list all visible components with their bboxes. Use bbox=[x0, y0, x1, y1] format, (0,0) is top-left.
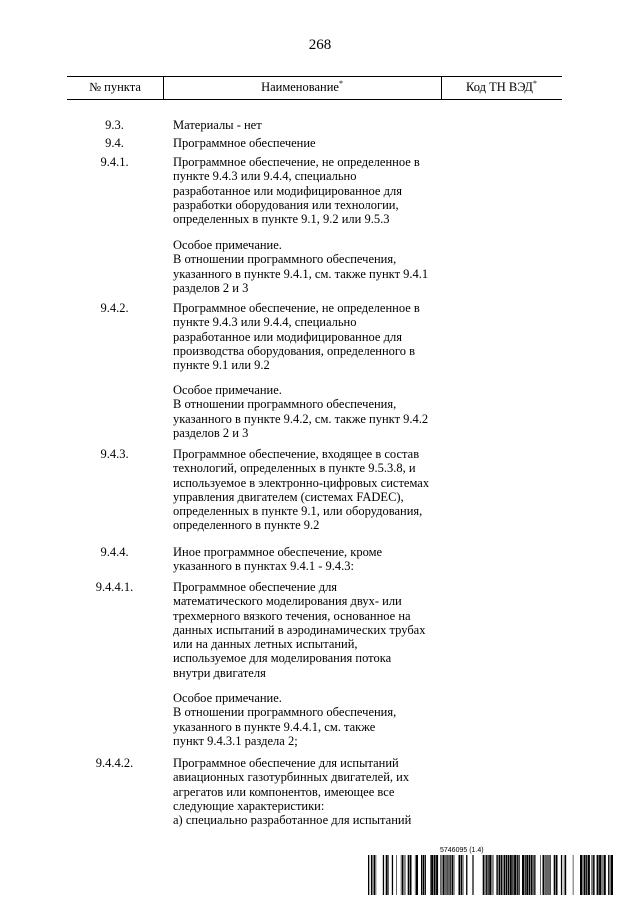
text-line: указанного в пункте 9.4.4.1, см. также bbox=[173, 719, 376, 734]
table-header bbox=[67, 76, 562, 100]
item-number: 9.4.4.1. bbox=[95, 580, 134, 594]
item-text bbox=[173, 383, 441, 440]
text-line: авиационных газотурбинных двигателей, их bbox=[173, 770, 410, 785]
text-line: используемое в электронно-цифровых системах bbox=[173, 475, 430, 490]
item-number: 9.4. bbox=[105, 136, 124, 150]
item-text bbox=[173, 545, 441, 574]
text-line: а) специально разработанное для испытаний bbox=[173, 813, 412, 828]
text-line: Особое примечание. bbox=[173, 383, 282, 397]
header-code: Код ТН ВЭД* bbox=[466, 78, 537, 94]
text-line: Особое примечание. bbox=[173, 238, 282, 252]
text-line: определенных в пункте 9.1, 9.2 или 9.5.3 bbox=[173, 212, 390, 227]
item-number: 9.4.1. bbox=[100, 155, 129, 169]
header-item-number: № пункта bbox=[89, 80, 141, 94]
item-text bbox=[173, 238, 441, 295]
text-line: управления двигателем (системах FADEC), bbox=[173, 489, 404, 504]
item-text bbox=[173, 691, 441, 748]
text-line: разработанное или модифицированное для bbox=[173, 183, 402, 198]
text-line: Программное обеспечение для испытаний bbox=[173, 756, 399, 770]
text-line: определенных в пункте 9.1, или оборудования, bbox=[173, 504, 423, 519]
item-text bbox=[173, 301, 441, 372]
header-name: Наименование* bbox=[261, 78, 343, 94]
text-line: данных испытаний в аэродинамических трубах bbox=[173, 622, 426, 637]
text-line: разделов 2 и 3 bbox=[173, 280, 249, 295]
text-line: Программное обеспечение, входящее в состав bbox=[173, 447, 420, 461]
item-number: 9.4.2. bbox=[100, 301, 129, 315]
text-line: или на данных летных испытаний, bbox=[173, 637, 358, 652]
item-text bbox=[173, 756, 441, 827]
text-line: указанного в пунктах 9.4.1 - 9.4.3: bbox=[173, 559, 354, 574]
text-line: пункте 9.1 или 9.2 bbox=[173, 358, 270, 373]
text-line: разделов 2 и 3 bbox=[173, 425, 249, 440]
item-text bbox=[173, 580, 441, 680]
page-number: 268 bbox=[308, 37, 332, 53]
item-number: 9.4.4.2. bbox=[95, 756, 134, 770]
item-number: 9.3. bbox=[105, 118, 124, 132]
item-text bbox=[173, 447, 441, 533]
text-line: технологий, определенных в пункте 9.5.3.8, и bbox=[173, 461, 416, 476]
text-line: следующие характеристики: bbox=[173, 798, 325, 813]
text-line: разработанное или модифицированное для bbox=[173, 329, 402, 344]
text-line: используемое для моделирования потока bbox=[173, 651, 392, 666]
text-line: агрегатов или компонентов, имеющее все bbox=[173, 784, 395, 799]
text-line: пункт 9.4.3.1 раздела 2; bbox=[173, 733, 298, 748]
item-number: 9.4.4. bbox=[100, 545, 129, 559]
text-line: Программное обеспечение bbox=[173, 136, 316, 150]
item-text bbox=[173, 118, 441, 132]
text-line: Программное обеспечение для bbox=[173, 580, 338, 594]
text-line: В отношении программного обеспечения, bbox=[173, 252, 397, 267]
text-line: В отношении программного обеспечения, bbox=[173, 705, 397, 720]
item-text bbox=[173, 136, 441, 150]
text-line: математического моделирования двух- или bbox=[173, 594, 402, 609]
text-line: В отношении программного обеспечения, bbox=[173, 397, 397, 412]
text-line: определенного в пункте 9.2 bbox=[173, 518, 320, 533]
text-line: указанного в пункте 9.4.2, см. также пункт 9.4.2 bbox=[173, 411, 429, 426]
text-line: производства оборудования, определенного в bbox=[173, 343, 415, 358]
barcode bbox=[368, 855, 613, 895]
text-line: Программное обеспечение, не определенное в bbox=[173, 301, 420, 315]
document-code: 5746095 (1.4) bbox=[440, 847, 484, 854]
text-line: пункте 9.4.3 или 9.4.4, специально bbox=[173, 315, 357, 330]
text-line: разработки оборудования или технологии, bbox=[173, 197, 399, 212]
text-line: Материалы - нет bbox=[173, 118, 262, 132]
item-text bbox=[173, 155, 441, 226]
text-line: пункте 9.4.3 или 9.4.4, специально bbox=[173, 169, 357, 184]
text-line: трехмерного вязкого течения, основанное на bbox=[173, 608, 411, 623]
text-line: Особое примечание. bbox=[173, 691, 282, 705]
text-line: указанного в пункте 9.4.1, см. также пункт 9.4.1 bbox=[173, 266, 429, 281]
text-line: Иное программное обеспечение, кроме bbox=[173, 545, 383, 559]
item-number: 9.4.3. bbox=[100, 447, 129, 461]
text-line: Программное обеспечение, не определенное в bbox=[173, 155, 420, 169]
text-line: внутри двигателя bbox=[173, 665, 266, 680]
